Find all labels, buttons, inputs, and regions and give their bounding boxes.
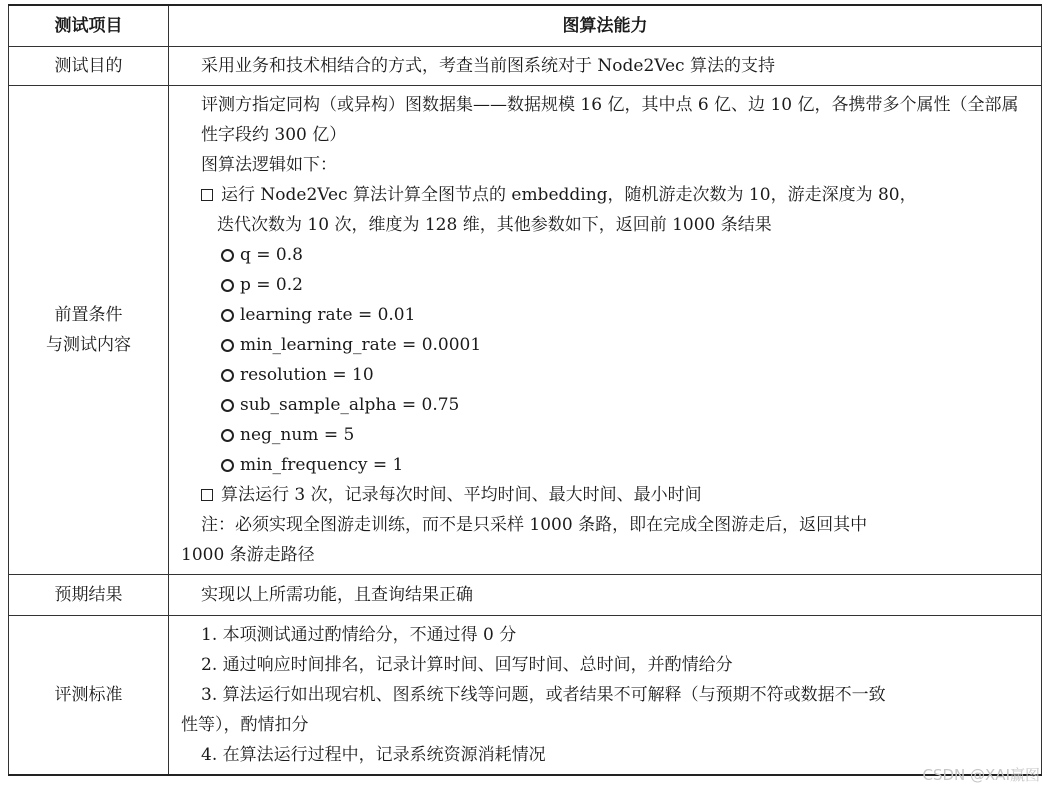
- header-row: [9, 5, 1042, 47]
- criteria-content: [169, 616, 1042, 776]
- criteria-item-1: 1. 本项测试通过酌情给分，不通过得 0 分: [201, 625, 517, 645]
- conditions-label-line2: 与测试内容: [46, 335, 131, 355]
- conditions-content: [169, 86, 1042, 575]
- param-min-learning-rate: min_learning_rate = 0.0001: [181, 330, 1029, 360]
- test-spec-table: [8, 4, 1042, 776]
- param-sub-sample-alpha: sub_sample_alpha = 0.75: [181, 390, 1029, 420]
- circle-bullet-icon: [221, 249, 234, 262]
- expected-text: 实现以上所需功能，且查询结果正确: [201, 585, 473, 605]
- param-learning-rate: learning rate = 0.01: [181, 300, 1029, 330]
- watermark: CSDN @XAI赢图: [922, 766, 1040, 784]
- note-line2: 1000 条游走路径: [181, 545, 315, 565]
- bullet-node2vec-line2: 迭代次数为 10 次，维度为 128 维，其他参数如下，返回前 1000 条结果: [217, 215, 772, 235]
- bullet-node2vec-line1: 运行 Node2Vec 算法计算全图节点的 embedding，随机游走次数为 10，游走深度为 80，: [221, 185, 917, 205]
- dataset-paragraph: 评测方指定同构（或异构）图数据集——数据规模 16 亿，其中点 6 亿、边 10 亿，各携带多个属性（全部属性字段约 300 亿）: [201, 95, 1019, 145]
- conditions-label: [9, 86, 169, 575]
- expected-row: [9, 575, 1042, 616]
- criteria-item-3-line2: 性等），酌情扣分: [181, 715, 309, 735]
- param-resolution: resolution = 10: [181, 360, 1029, 390]
- logic-title: 图算法逻辑如下：: [201, 155, 337, 175]
- circle-bullet-icon: [221, 459, 234, 472]
- criteria-item-4: 4. 在算法运行过程中，记录系统资源消耗情况: [201, 745, 546, 765]
- criteria-item-2: 2. 通过响应时间排名，记录计算时间、回写时间、总时间，并酌情给分: [201, 655, 733, 675]
- circle-bullet-icon: [221, 339, 234, 352]
- criteria-label: 评测标准: [9, 616, 169, 776]
- purpose-row: [9, 47, 1042, 86]
- criteria-item-3-line1: 3. 算法运行如出现宕机、图系统下线等问题，或者结果不可解释（与预期不符或数据不一致: [201, 685, 886, 705]
- circle-bullet-icon: [221, 369, 234, 382]
- param-neg-num: neg_num = 5: [181, 420, 1029, 450]
- bullet-runs: 算法运行 3 次，记录每次时间、平均时间、最大时间、最小时间: [181, 480, 1029, 510]
- square-bullet-icon: [201, 489, 213, 501]
- note-line1: 注：必须实现全图游走训练，而不是只采样 1000 条路，即在完成全图游走后，返回其中: [201, 515, 868, 535]
- circle-bullet-icon: [221, 429, 234, 442]
- expected-content: [169, 575, 1042, 616]
- expected-label: 预期结果: [9, 575, 169, 616]
- header-graph-algorithm: 图算法能力: [169, 5, 1042, 47]
- circle-bullet-icon: [221, 309, 234, 322]
- circle-bullet-icon: [221, 399, 234, 412]
- param-min-frequency: min_frequency = 1: [181, 450, 1029, 480]
- header-test-item: 测试项目: [9, 5, 169, 47]
- bullet-node2vec: [181, 180, 1029, 210]
- param-q: q = 0.8: [181, 240, 1029, 270]
- param-p: p = 0.2: [181, 270, 1029, 300]
- purpose-label: 测试目的: [9, 47, 169, 86]
- purpose-text: 采用业务和技术相结合的方式，考查当前图系统对于 Node2Vec 算法的支持: [201, 56, 775, 76]
- conditions-row: [9, 86, 1042, 575]
- conditions-label-line1: 前置条件: [54, 305, 123, 325]
- purpose-content: [169, 47, 1042, 86]
- criteria-row: [9, 616, 1042, 776]
- square-bullet-icon: [201, 189, 213, 201]
- circle-bullet-icon: [221, 279, 234, 292]
